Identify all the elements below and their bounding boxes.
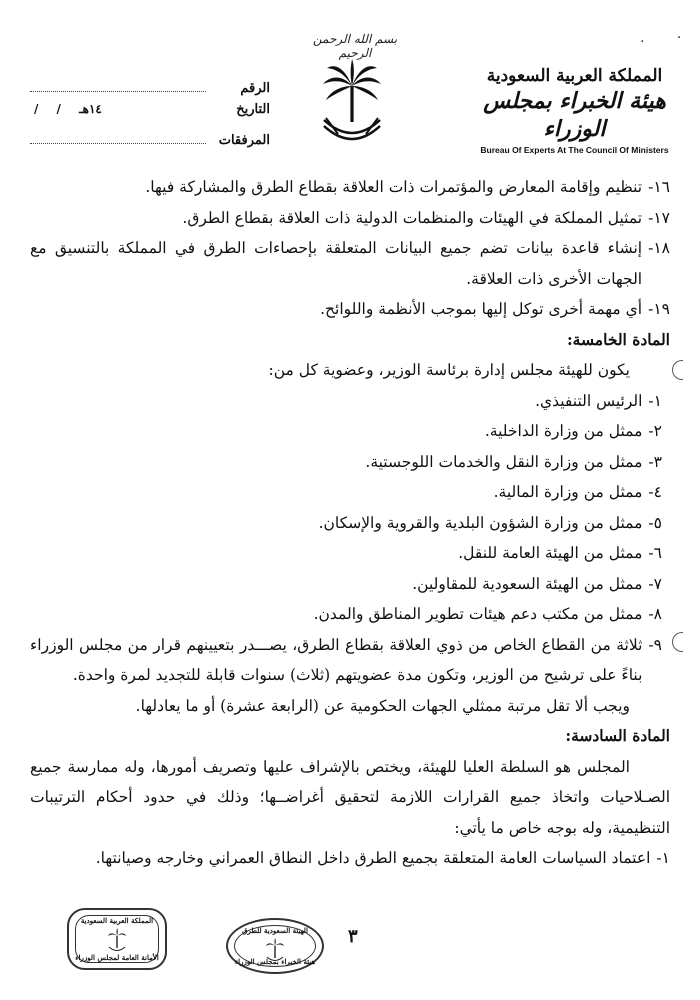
item-text: ممثل من وزارة الشؤون البلدية والقروية والإسكان. — [318, 513, 643, 532]
item-number: ١٧- — [648, 208, 670, 227]
item-number: ١٦- — [648, 178, 670, 196]
item-text: اعتماد السياسات العامة المتعلقة بجميع الطرق داخل النطاق العمراني وخارجه وصيانتها. — [95, 849, 651, 867]
date-row — [30, 102, 270, 128]
basmala: بسم الله الرحمن الرحيم — [312, 32, 398, 60]
attachments-row — [30, 128, 270, 154]
item-number: ١- — [656, 849, 670, 867]
item-text: تنظيم وإقامة المعارض والمؤتمرات ذات العلاقة بقطاع الطرق والمشاركة فيها. — [145, 178, 643, 196]
item-number: ٢- — [648, 422, 662, 440]
list-item — [30, 630, 670, 691]
article-6-heading: المادة السادسة: — [565, 726, 670, 745]
ref-number-value — [30, 76, 206, 92]
saudi-emblem-icon — [318, 56, 386, 146]
list-item — [30, 538, 670, 569]
item-text: ممثل من مكتب دعم هيئات تطوير المناطق والمدن. — [313, 605, 643, 623]
seal-text-bottom: هيئة الخبراء بمجلس الوزراء — [234, 957, 316, 966]
list-item — [30, 233, 670, 294]
seal-emblem-icon — [107, 928, 127, 954]
item-number: ٣- — [648, 452, 662, 471]
list-item — [30, 203, 670, 234]
margin-bracket-mark — [672, 632, 683, 652]
attachments-value — [30, 128, 206, 144]
list-item — [30, 569, 670, 600]
article-5-closing: ويجب ألا تقل مرتبة ممثلي الجهات الحكومية عن (الرابعة عشرة) أو ما يعادلها. — [135, 696, 630, 715]
attachments-label: المرفقات — [218, 133, 270, 148]
item-text: ممثل من الهيئة السعودية للمقاولين. — [412, 574, 643, 593]
article-5-heading: المادة الخامسة: — [566, 329, 670, 349]
margin-bracket-mark — [672, 360, 683, 380]
list-item — [30, 386, 670, 417]
article-5-intro: يكون للهيئة مجلس إدارة برئاسة الوزير، وعضوية كل من: — [268, 361, 630, 379]
item-number: ٨- — [648, 605, 662, 623]
organization-name-en: Bureau Of Experts At The Council Of Ministers — [480, 145, 669, 155]
list-item — [30, 508, 670, 539]
item-text: أي مهمة أخرى توكل إليها بموجب الأنظمة واللوائح. — [320, 300, 643, 318]
list-item — [30, 416, 670, 447]
list-item — [30, 172, 670, 203]
list-item — [30, 447, 670, 478]
seal-text-bottom: الأمانة العامة لمجلس الوزراء — [75, 953, 159, 962]
item-text: ممثل من وزارة النقل والخدمات اللوجستية. — [365, 452, 643, 471]
ref-number-row — [30, 76, 270, 102]
item-number: ١٨- — [648, 239, 670, 257]
official-seal-stamp — [67, 908, 167, 970]
reference-fields — [30, 76, 270, 154]
organization-name: هيئة الخبراء بمجلس الوزراء — [483, 88, 666, 142]
item-number: ١- — [648, 391, 662, 410]
item-number: ٤- — [648, 483, 662, 501]
item-text: ممثل من الهيئة العامة للنقل. — [458, 544, 643, 562]
list-item — [30, 477, 670, 508]
list-item — [30, 294, 670, 325]
date-label: التاريخ — [236, 102, 270, 117]
corner-marks: . · — [640, 30, 696, 46]
kingdom-name: المملكة العربية السعودية — [486, 66, 663, 86]
item-text: ممثل من وزارة الداخلية. — [484, 422, 643, 440]
item-text: إنشاء قاعدة بيانات تضم جميع البيانات المتعلقة بإحصاءات الطرق في المملكة بالتنسيق مع الجهات الأخرى ذات العلاقة. — [30, 239, 643, 288]
item-number: ٥- — [648, 513, 662, 532]
official-seal-stamp — [226, 918, 324, 974]
item-number: ٦- — [648, 544, 662, 562]
item-text: تمثيل المملكة في الهيئات والمنظمات الدولية ذات العلاقة بقطاع الطرق. — [182, 208, 643, 227]
seal-text-top: الهيئة السعودية للطرق — [242, 926, 308, 935]
item-text: الرئيس التنفيذي. — [535, 391, 643, 410]
list-item — [30, 843, 670, 874]
item-number: ٧- — [648, 574, 662, 593]
seal-text-top: المملكة العربية السعودية — [80, 916, 154, 925]
list-item — [30, 599, 670, 630]
item-number: ١٩- — [648, 300, 670, 318]
article-6-paragraph: المجلس هو السلطة العليا للهيئة، ويختص بالإشراف عليها وتصريف أمورها، وله ممارسة جميع الصـلاحيات واتخاذ جميع القرارات اللازمة لتحقيق أغراضــها؛ وذلك في حدود أحكام الترتيبات التنظيمية، وله بوجه خاص ما يأتي: — [30, 757, 670, 837]
date-value: / / ١٤هـ — [34, 102, 102, 116]
page-number: ٣ — [348, 926, 358, 947]
ref-number-label: الرقم — [240, 81, 270, 96]
item-text: ثلاثة من القطاع الخاص من ذوي العلاقة بقطاع الطرق، يصـــدر بتعيينهم قرار من مجلس الوزراء بناءً على ترشيح من الوزير، وتكون مدة عضويتهم (ثلاث) سنوات قابلة للتجديد لمرة واحدة. — [30, 635, 643, 684]
item-number: ٩- — [648, 635, 662, 654]
document-body — [30, 172, 670, 874]
item-text: ممثل من وزارة المالية. — [493, 483, 643, 501]
organization-letterhead — [472, 66, 677, 155]
